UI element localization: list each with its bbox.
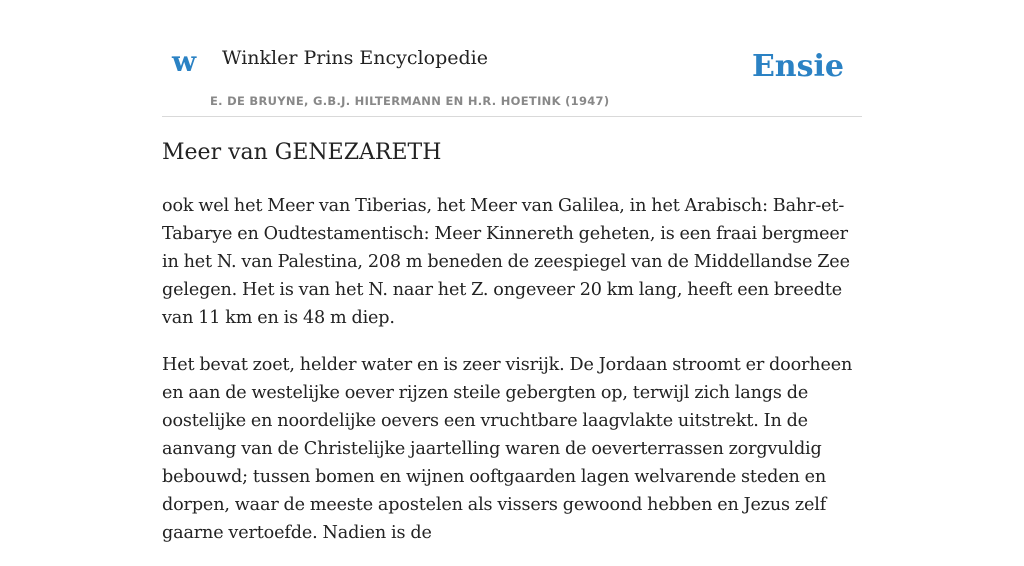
page <box>162 0 862 543</box>
article-body <box>162 192 862 566</box>
site-title[interactable]: Winkler Prins Encyclopedie <box>222 47 488 69</box>
article-paragraph: Het bevat zoet, helder water en is zeer visrijk. De Jordaan stroomt er doorheen en aan de westelijke oever rijzen steile gebergten op, terwijl zich langs de oostelijke en noordelijke oevers een vruchtbare laagvlakte uitstrekt. In de aanvang van de Christelijke jaartelling waren de oeverterrassen zorgvuldig bebouwd; tussen bomen en wijnen ooftgaarden lagen welvarende steden en dorpen, waar de meeste apostelen als vissers gewoond hebben en Jezus zelf gaarne vertoefde. Nadien is de <box>162 355 853 543</box>
site-authors: E. DE BRUYNE, G.B.J. HILTERMANN EN H.R. HOETINK (1947) <box>210 94 610 108</box>
ensie-logo[interactable]: Ensie <box>751 49 844 84</box>
article-paragraph: ook wel het Meer van Tiberias, het Meer van Galilea, in het Arabisch: Bahr-et-Tabarye en Oudtestamentisch: Meer Kinnereth geheten, is een fraai bergmeer in het N. van Palestina, 208 m beneden de zeespiegel van de Middellandse Zee gelegen. Het is van het N. naar het Z. ongeveer 20 km lang, heeft een breedte van 11 km en is 48 m diep. <box>162 196 850 328</box>
winkler-prins-logo[interactable]: w <box>172 45 197 78</box>
site-header <box>162 0 862 117</box>
article-title: Meer van GENEZARETH <box>162 140 442 165</box>
